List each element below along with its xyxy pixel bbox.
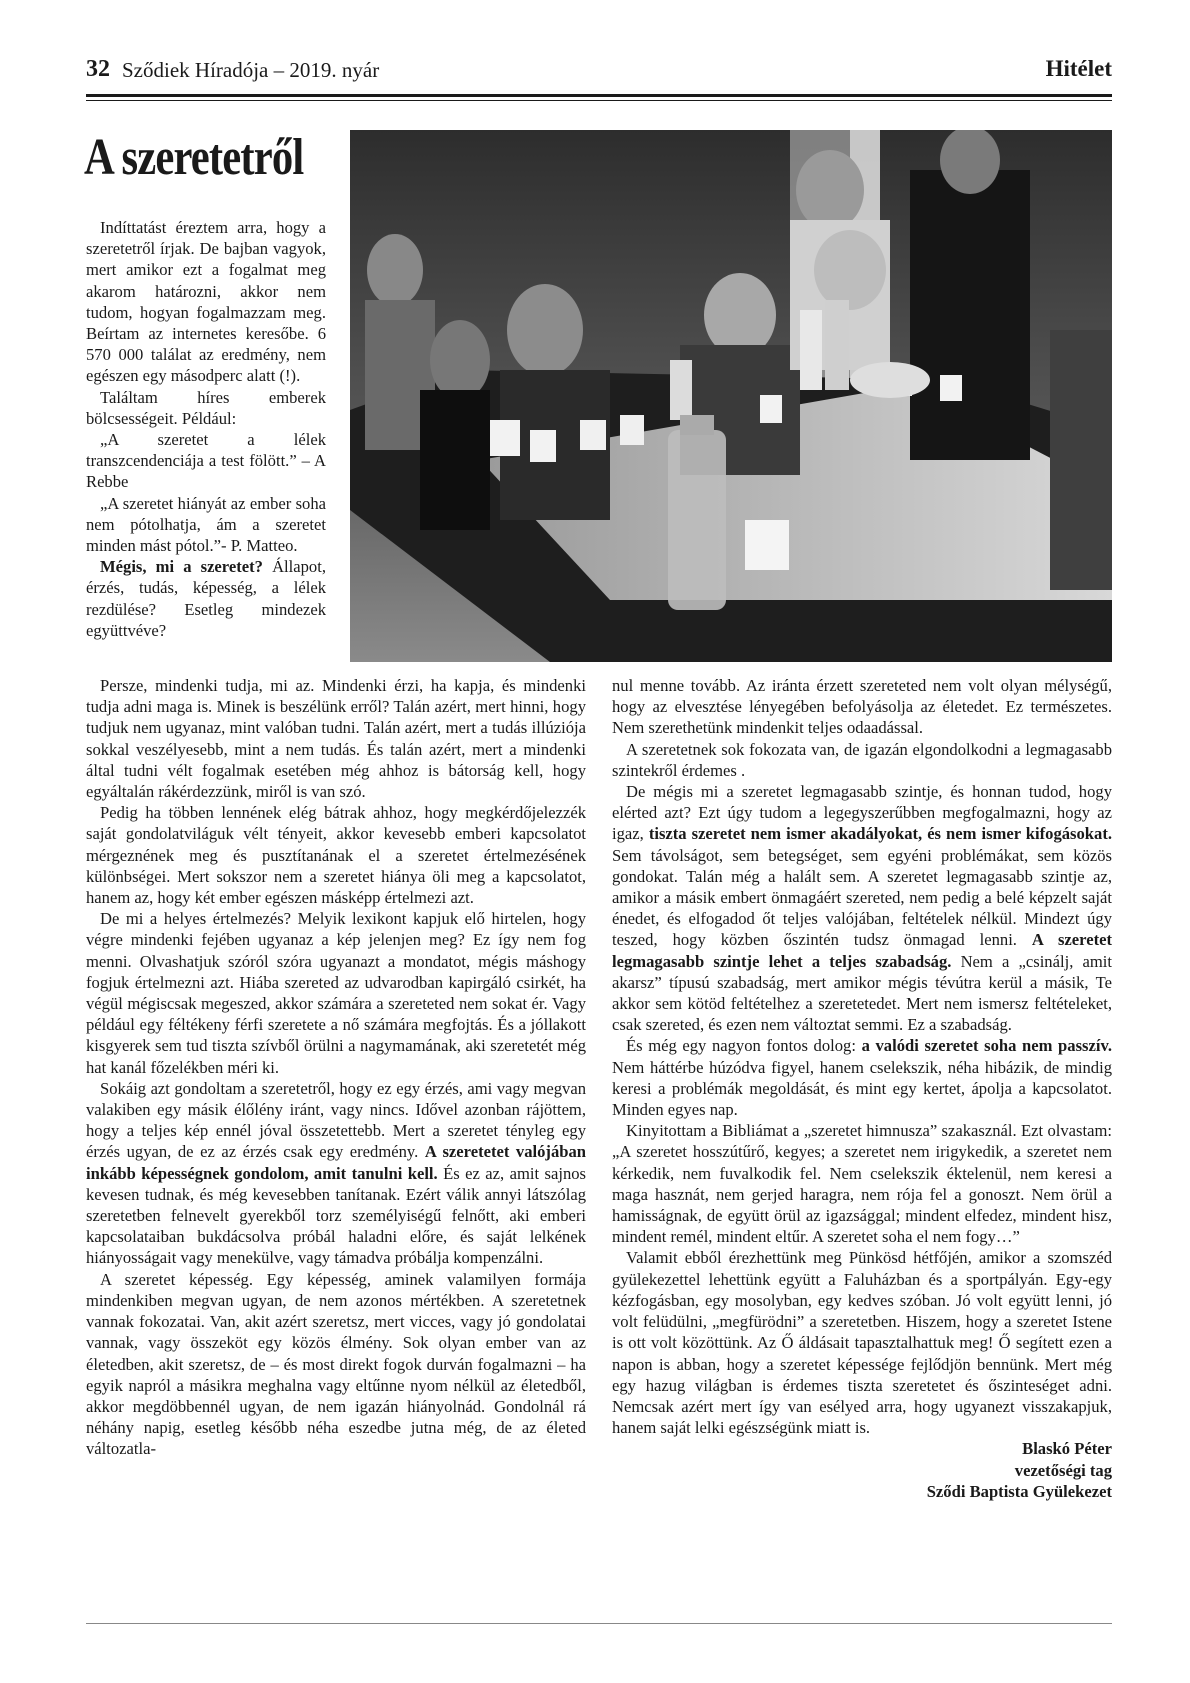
article-photo (350, 130, 1112, 662)
question-text: Állapot, érzés, tudás, képesség, a lélek rezdülése? Esetleg mindezek együttvéve? (86, 557, 326, 640)
body-paragraph: De mi a helyes értelmezés? Melyik lexikont kapjuk elő hirtelen, hogy végre mindenki fejében ugyanaz a kép jelenjen meg? Ez így nem fog menni. Olvashatjuk szóról szóra ugyanazt a mondatot, mégis máshogy fogjuk értelmezni azt. Hiába szereted az udvarodban kapirgáló csirkét, ha végül mégiscsak megeszed, akkor számára a szereteted nem sokat ér. Vagy például egy féltékeny férfi szeretete a nő számára megfojtás. És a jóllakott kisgyerek sem tud tiszta szívből örülni a nagymamának, aki szeretetét még hat kanál főzelékben méri ki. (86, 909, 586, 1077)
body-paragraph (612, 781, 1112, 1035)
body-text: Nem a „csinálj, amit akarsz” típusú szabadság, mert amikor mégis tévútra kerül a másik, Te akkor sem kötöd feltételhez a szeretetedet. Mert nem ismersz feltételeket, csak szereted, és ezen nem változtat semmi. Ez a szabadság. (612, 951, 1112, 1035)
body-text: De mégis mi a szeretet legmagasabb szintje, és honnan tudod, hogy elérted azt? Ezt úgy tudom a legegyszerűbben megfogalmazni, hogy az igaz, (612, 782, 1112, 844)
body-paragraph: Kinyitottam a Bibliámat a „szeretet himnusza” szakasznál. Ezt olvastam: „A szeretet hosszútűrő, kegyes; a szeretet nem irigykedik, a szeretet nem kérkedik, nem fuvalkodik fel. Nem cselekszik éktelenül, nem keresi a maga hasznát, nem gerjed haragra, nem rója fel a gonoszt. Nem örül a hamisságnak, de együtt örül az igazsággal; mindent elfedez, mindent hisz, mindent remél, mindent eltűr. A szeretet soha el nem fogy…” (612, 1121, 1112, 1247)
body-paragraph (612, 1035, 1112, 1120)
body-emphasis: tiszta szeretet nem ismer akadályokat, és nem ismer kifogásokat. (648, 824, 1113, 844)
body-emphasis: a valódi szeretet soha nem passzív. (861, 1036, 1112, 1056)
body-emphasis: A szeretetet valójában inkább képességnek gondolom, amit tanulni kell. (86, 1142, 587, 1183)
body-paragraph: nul menne tovább. Az iránta érzett szereteted nem volt olyan mélységű, hogy az elvesztése lényegében befolyásolja az életedet. Ez természetes. Nem szerethetünk mindenkit teljes odaadással. (612, 676, 1112, 738)
footer-rule (86, 1623, 1112, 1624)
body-text: És ez az, amit sajnos kevesen tudnak, és még kevesebben tanítanak. Ezért válik annyi látszólag szeretetben felnevelt gyerekből torz személyiségű felnőtt, aki emberi kapcsolataiban bukdácsolva próbál haladni előre, és saját lelkének hiányosságait vagy menekülve, vagy támadva próbálja kompenzálni. (86, 1163, 586, 1268)
author-name: Blaskó Péter (1022, 1439, 1112, 1459)
body-text: Sokáig azt gondoltam a szeretetről, hogy ez egy érzés, ami vagy megvan valakiben egy másik élőlény iránt, vagy nincs. Idővel azonban rájöttem, hogy a teljes kép ennél jóval összetettebb. Mert a szeretet tényleg egy érzés ugyan, de ez az érzés csak egy eredmény. (86, 1078, 586, 1162)
header-rule-thick (86, 94, 1112, 97)
body-paragraph: A szeretetnek sok fokozata van, de igazán elgondolkodni a legmagasabb szintekről érdemes . (612, 739, 1112, 780)
author-organization: Sződi Baptista Gyülekezet (926, 1481, 1112, 1501)
article-title: A szeretetről (84, 129, 304, 186)
body-paragraph: Pedig ha többen lennének elég bátrak ahhoz, hogy megkérdőjelezzék saját gondolatviláguk vélt tényeit, akkor kevesebb emberi kapcsolatot mérgeznének meg és pusztítanának el a szeretet értelmezésének különbségei. Mert sokszor nem a szeretet hiánya öli meg a kapcsolatot, hanem az, hogy két ember egészen másképp értelmezi azt. (86, 803, 586, 908)
article-intro-column (86, 217, 326, 641)
body-emphasis: A szeretet legmagasabb szintje lehet a teljes szabadság. (612, 930, 1112, 971)
publication-title: Sződiek Híradója – 2019. nyár (122, 58, 380, 82)
intro-paragraph: Találtam híres emberek bölcsességeit. Például: (86, 387, 326, 428)
quote-paragraph: „A szeretet a lélek transzcendenciája a test fölött.” – A Rebbe (86, 430, 326, 492)
question-bold: Mégis, mi a szeretet? (100, 557, 263, 577)
section-title: Hitélet (1045, 56, 1112, 81)
page-header (86, 56, 1112, 88)
body-text: Sem távolságot, sem betegséget, sem egyéni problémákat, sem közös gondokat. Talán még a halált sem. A szeretet legmagasabb szintje az, amikor a másik embert önmagáért szereted, nem pedig a belé képzelt saját énedet, és elfogadod őt teljes valójában, feltételek nélkül. Mindezt úgy teszed, hogy közben őszintén tudsz önmagad lenni. (612, 845, 1112, 950)
author-role: vezetőségi tag (1014, 1460, 1112, 1480)
intro-paragraph: Indíttatást éreztem arra, hogy a szeretetről írjak. De bajban vagyok, mert amikor ezt a fogalmat meg akarom határozni, akkor nem tudom, hogyan fogalmazzam meg. Beírtam az internetes keresőbe. 6 570 000 találat az eredmény, nem egészen egy másodperc alatt (!). (86, 218, 326, 386)
article-column-right (612, 675, 1112, 1502)
body-text: Nem háttérbe húzódva figyel, hanem cselekszik, néha hibázik, de mindig keresi a problémák megoldását, és mint egy kertet, ápolja a kapcsolatot. Minden egyes nap. (612, 1057, 1112, 1120)
body-paragraph: A szeretet képesség. Egy képesség, aminek valamilyen formája mindenkiben megvan ugyan, de nem azonos mértékben. A szeretetnek vannak fokozatai. Van, akit azért szeretsz, mert vicces, vagy jó gondolatai vannak, vagy összeköt egy közös élmény. Sok olyan ember van az életedben, akit szeretsz, de – és most direkt fogok durván fogalmazni – ha egyik napról a másikra meghalna vagy eltűnne nyom nélkül az életedből, akkor megdöbbennél ugyan, de nem igazán hiányolnád. Gondolnál rá néhány napig, esetleg később néha eszedbe jutna még, de az életed változatla- (86, 1269, 586, 1459)
body-paragraph (86, 1078, 586, 1269)
question-paragraph (86, 556, 326, 641)
body-paragraph: Valamit ebből érezhettünk meg Pünkösd hétfőjén, amikor a szomszéd gyülekezettel lehettünk együtt a Faluházban és a sportpályán. Egy-egy kézfogásban, egy mosolyban, egy kedves szóban. Jó volt együtt lenni, jó volt felüdülni, „megfürödni” a szeretetben. Hiszem, hogy a szeretet Istene is ott volt közöttünk. Az Ő áldásait tapasztalhattuk meg! Ő segített ezen a napon is abban, hogy a szeretet képessége fejlődjön bennünk. Mert még egy hazug világban is érdemes tiszta szeretetet és őszinteséget adni. Nemcsak azért mert így van esélyed arra, hogy ugyanezt visszakapjuk, hanem saját lelki egészségünk miatt is. (612, 1248, 1112, 1438)
header-rule-thin (86, 100, 1112, 101)
body-paragraph: Persze, mindenki tudja, mi az. Mindenki érzi, ha kapja, és mindenki tudja adni maga is. Minek is beszélünk erről? Talán azért, mert hinni, hogy tudjuk nem ugyanaz, mint valóban tudni. Talán azért, mert a tudás illúziója sokkal veszélyesebb, mint a nem tudás. És talán azért, mert a mindenki által tudni vélt fogalmak esetében még ahhoz is bátorság kell, hogy egyáltalán rákérdezzünk, miről is van szó. (86, 676, 586, 802)
article-column-left (86, 675, 586, 1460)
author-signature (612, 1438, 1112, 1502)
quote-paragraph: „A szeretet hiányát az ember soha nem pótolhatja, ám a szeretet minden mást pótol.”- P. Matteo. (86, 493, 326, 556)
body-text: És még egy nagyon fontos dolog: (626, 1036, 862, 1056)
page-number: 32 (86, 56, 110, 82)
